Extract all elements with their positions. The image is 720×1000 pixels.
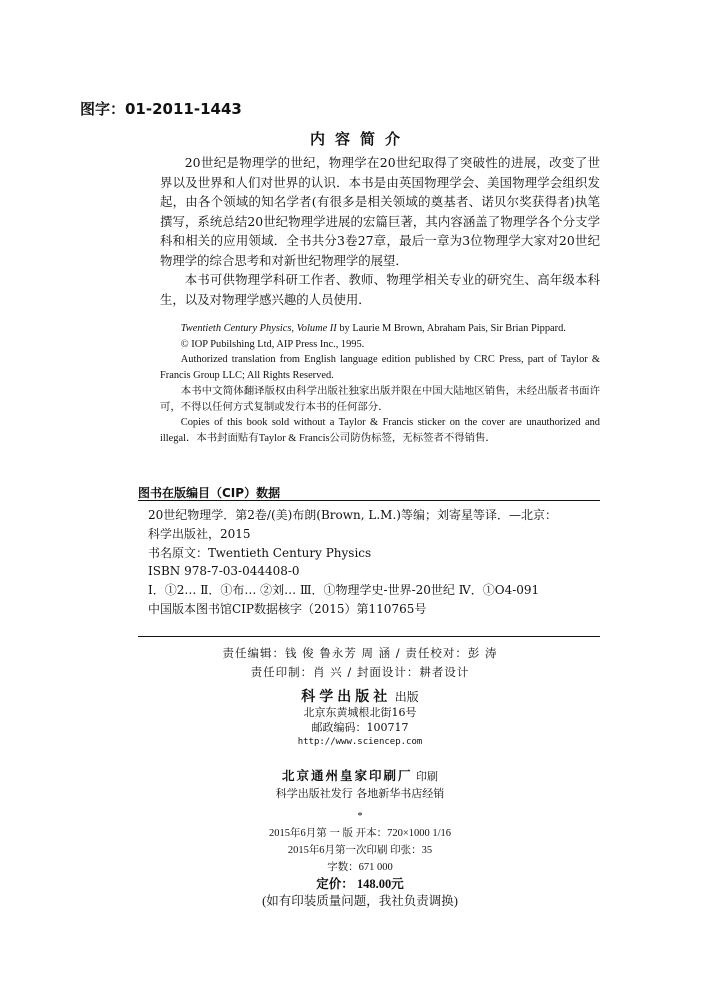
cip-line: 书名原文：Twentieth Century Physics	[148, 545, 372, 560]
editor-credits: 责任编辑：钱 俊 鲁永芳 周 涵 / 责任校对：彭 涛	[222, 646, 498, 660]
copyright-registration-number: 图字：01-2011-1443	[80, 100, 242, 118]
printing-line: 2015年6月第一次印刷 印张：35	[287, 845, 433, 856]
cip-top-divider	[138, 500, 600, 501]
price: 定价： 148.00元	[316, 877, 404, 891]
printer-label: 印刷	[416, 770, 438, 783]
cip-line: 中国版本图书馆CIP数据核字（2015）第110765号	[148, 601, 427, 616]
separator-asterisk: *	[357, 811, 363, 822]
cip-line: Ⅰ．①2… Ⅱ．①布… ②刘… Ⅲ．①物理学史-世界-20世纪 Ⅳ．①O4-091	[148, 583, 540, 598]
authorized-translation-note: Authorized translation from English language edition published by CRC Press, part of Taylor & Francis Group LLC; All Rights Reserved.	[160, 354, 600, 382]
sticker-note: Copies of this book sold without a Taylor & Francis sticker on the cover are unauthorized and illegal．本书封面贴有Taylor & Francis公司防伪标签，无标签者不得销售．	[160, 417, 600, 444]
word-count: 字数：671 000	[327, 862, 393, 873]
printer-line	[0, 767, 720, 785]
license-section	[160, 321, 600, 447]
quality-note: (如有印装质量问题，我社负责调换)	[262, 894, 458, 908]
publisher-name-logo: 科学出版社	[301, 689, 392, 705]
publisher-label: 出版	[394, 690, 419, 704]
publisher-line	[0, 690, 720, 705]
intro-title: 内容简介	[309, 130, 410, 148]
distribution-line: 科学出版社发行 各地新华书店经销	[275, 787, 445, 800]
publisher-block	[0, 690, 720, 750]
printer-name-logo: 北京通州皇家印刷厂	[281, 768, 413, 783]
cip-line: 20世纪物理学．第2卷/(美)布朗(Brown, L.M.)等编；刘寄星等译．—北京：	[148, 508, 557, 522]
intro-paragraph-1: 20世纪是物理学的世纪，物理学在20世纪取得了突破性的进展，改变了世界以及世界和人们对世界的认识．本书是由英国物理学会、美国物理学会组织发起，由各个领域的知名学者(有很多是相关领域的奠基者、诺贝尔奖获得者)执笔撰写，系统总结20世纪物理学进展的宏篇巨著，其内容涵盖了物理学各个分支学科和相关的应用领域．全书共分3卷27章，最后一章为3位物理学大家对20世纪物理学的综合思考和对新世纪物理学的展望．	[160, 155, 600, 268]
specs-block	[0, 808, 720, 910]
edition-line: 2015年6月第 一 版 开本：720×1000 1/16	[268, 828, 452, 839]
credits-block	[0, 644, 720, 682]
original-book-authors: by Laurie M Brown, Abraham Pais, Sir Brian Pippard.	[336, 323, 566, 334]
printer-block	[0, 767, 720, 802]
publisher-address: 北京东黄城根北街16号	[303, 706, 417, 719]
original-book-line	[160, 321, 600, 337]
chinese-rights-note: 本书中文简体翻译版权由科学出版社独家出版并限在中国大陆地区销售，未经出版者书面许可，不得以任何方式复制或发行本书的任何部分．	[160, 385, 600, 413]
publisher-url: http://www.sciencep.com	[297, 737, 423, 747]
production-credits: 责任印制：肖 兴 / 封面设计：耕者设计	[250, 665, 470, 679]
publisher-postcode: 邮政编码：100717	[311, 721, 409, 734]
cip-bottom-divider	[138, 636, 600, 637]
cip-line: ISBN 978-7-03-044408-0	[148, 564, 300, 579]
original-copyright: © IOP Pubilshing Ltd, AIP Press Inc., 1995.	[180, 338, 365, 350]
cip-title: 图书在版编目（CIP）数据	[138, 486, 281, 500]
cip-data-block	[148, 506, 600, 619]
original-book-title: Twentieth Century Physics, Volume II	[180, 323, 337, 334]
cip-line: 科学出版社，2015	[148, 526, 251, 541]
intro-paragraph-2: 本书可供物理学科研工作者、教师、物理学相关专业的研究生、高年级本科生，以及对物理学感兴趣的人员使用．	[160, 272, 600, 307]
intro-section	[160, 153, 600, 309]
